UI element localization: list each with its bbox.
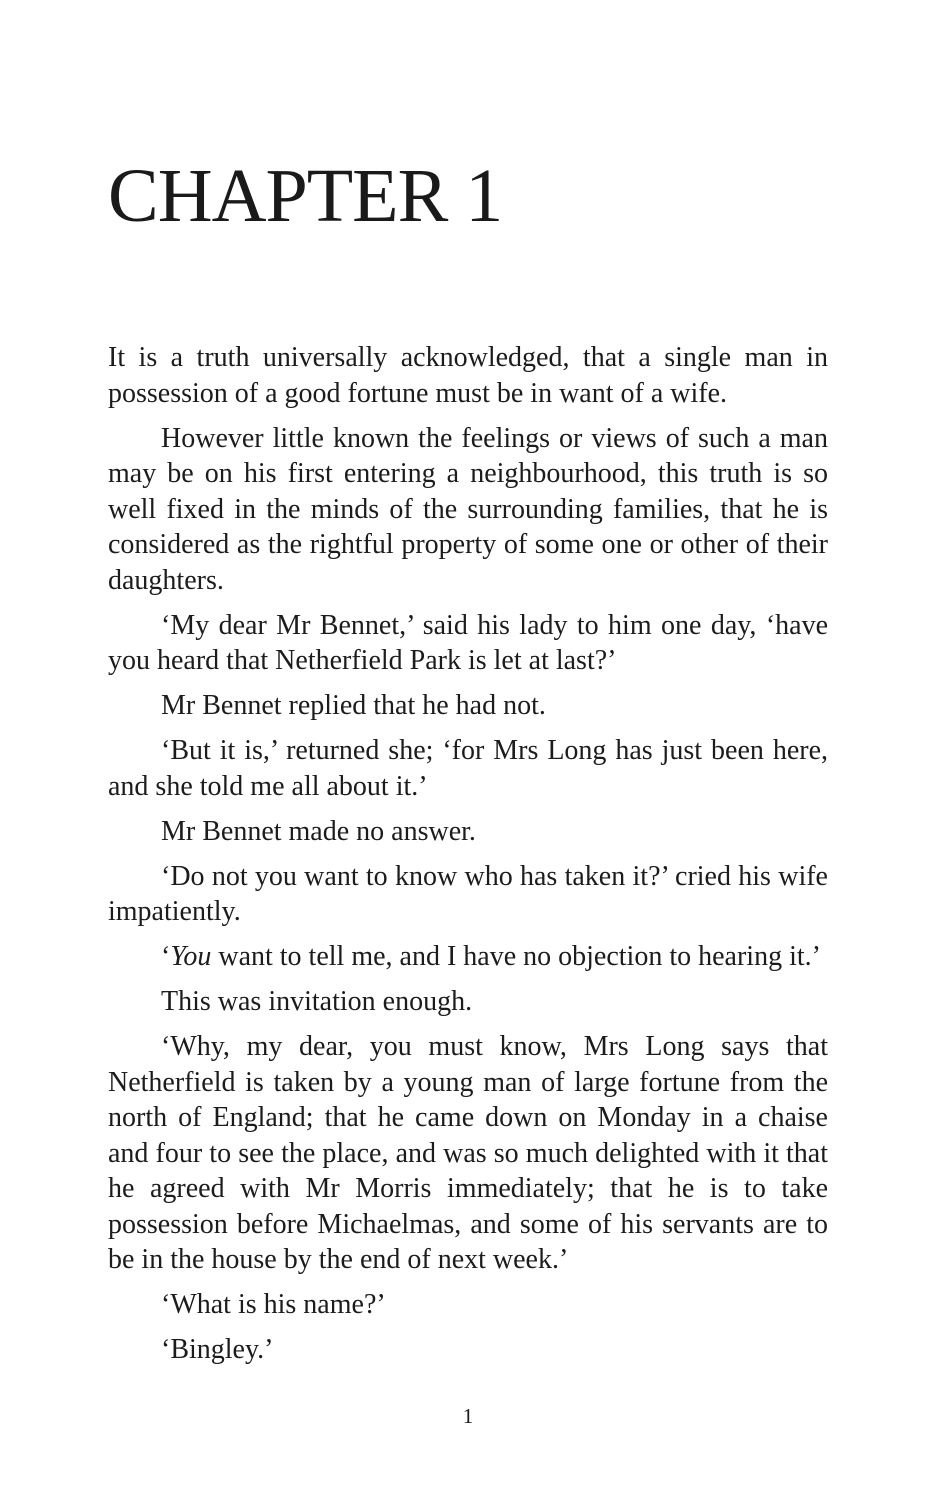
paragraph [108,939,828,975]
chapter-heading: CHAPTER 1 [108,154,503,238]
paragraph: This was invitation enough. [161,986,473,1017]
paragraph: It is a truth universally acknowledged, that a single man in possession of a good fortune must be in want of a wife. [108,342,828,409]
emphasized-word: You [170,941,212,972]
chapter-body [108,340,828,1377]
paragraph: ‘Why, my dear, you must know, Mrs Long says that Netherfield is taken by a young man of large fortune from the north of England; that he came down on Monday in a chaise and four to see the place, and was so much delighted with it that he agreed with Mr Morris immediately; that he is to take possession before Michaelmas, and some of his servants are to be in the house by the end of next week.’ [108,1031,828,1275]
quote-open: ‘ [161,941,171,972]
paragraph: ‘My dear Mr Bennet,’ said his lady to him one day, ‘have you heard that Netherfield Park is let at last?’ [108,609,828,676]
paragraph: Mr Bennet replied that he had not. [161,690,546,721]
paragraph: ‘Do not you want to know who has taken it?’ cried his wife impatiently. [108,860,828,927]
paragraph: ‘Bingley.’ [161,1334,274,1365]
paragraph: ‘What is his name?’ [161,1289,386,1320]
paragraph: However little known the feelings or views of such a man may be on his first entering a neighbourhood, this truth is so well fixed in the minds of the surrounding families, that he is considered as the rightful property of some one or other of their daughters. [108,422,828,596]
page-number: 1 [462,1404,474,1428]
paragraph: ‘But it is,’ returned she; ‘for Mrs Long has just been here, and she told me all about it.’ [108,735,828,802]
paragraph: Mr Bennet made no answer. [161,815,476,847]
paragraph-rest: want to tell me, and I have no objection to hearing it.’ [211,941,821,972]
